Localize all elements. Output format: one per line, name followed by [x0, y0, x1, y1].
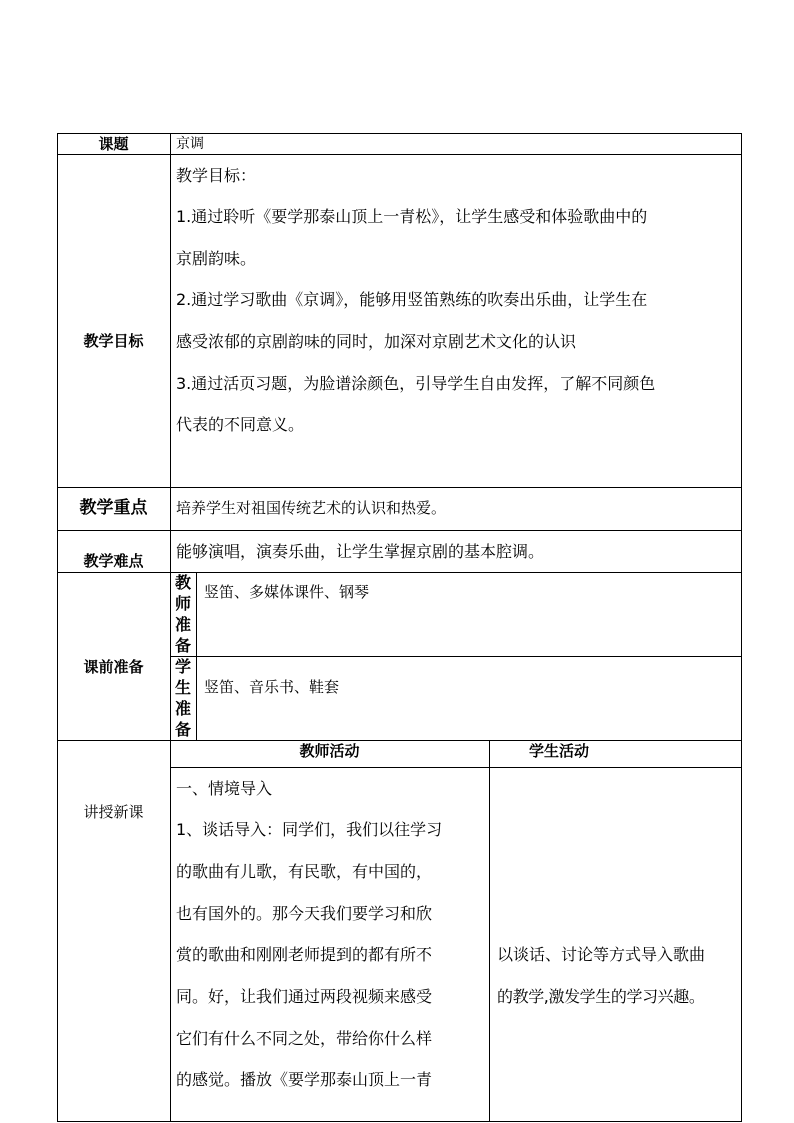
teacher-activity-line: 1、谈话导入：同学们，我们以往学习 [176, 820, 443, 839]
prep-label: 课前准备 [83, 658, 144, 676]
table-rule [170, 767, 742, 768]
goals-line: 感受浓郁的京剧韵味的同时，加深对京剧艺术文化的认识 [176, 332, 577, 351]
table-border-left [57, 133, 58, 1122]
teacher-prep-label-char: 准 [174, 615, 191, 634]
teacher-activity-line: 也有国外的。那今天我们要学习和欣 [176, 904, 433, 923]
student-activity-line: 以谈话、讨论等方式导入歌曲 [497, 945, 706, 964]
teacher-prep-label-char: 教 [174, 573, 191, 592]
table-border-bottom [57, 1121, 742, 1122]
student-prep-label-char: 学 [174, 657, 191, 676]
key-point-label: 教学重点 [79, 498, 148, 518]
table-border-top [57, 133, 742, 134]
student-prep-value: 竖笛、音乐书、鞋套 [204, 678, 340, 696]
student-activity-line: 的教学,激发学生的学习兴趣。 [497, 987, 705, 1006]
teacher-prep-label-char: 师 [174, 594, 191, 613]
student-prep-label-char: 生 [174, 678, 191, 697]
student-prep-label-char: 准 [174, 699, 191, 718]
goals-line: 3.通过活页习题，为脸谱涂颜色，引导学生自由发挥，了解不同颜色 [176, 374, 656, 393]
goals-line: 京剧韵味。 [176, 249, 257, 268]
teacher-activity-line: 的歌曲有儿歌，有民歌，有中国的， [176, 862, 433, 881]
teacher-activity-line: 的感觉。播放《要学那泰山顶上一青 [176, 1070, 433, 1089]
teacher-activity-line: 同。好，让我们通过两段视频来感受 [176, 987, 433, 1006]
table-rule [57, 572, 742, 573]
key-point-value: 培养学生对祖国传统艺术的认识和热爱。 [176, 499, 447, 517]
teacher-activity-header: 教师活动 [299, 742, 360, 760]
teacher-prep-value: 竖笛、多媒体课件、钢琴 [204, 583, 370, 601]
table-rule [57, 487, 742, 488]
student-activity-header: 学生活动 [528, 742, 589, 760]
table-rule [57, 154, 742, 155]
table-rule [170, 656, 742, 657]
table-column-divider [196, 572, 197, 740]
teacher-activity-line: 它们有什么不同之处，带给你什么样 [176, 1029, 433, 1048]
goals-line: 代表的不同意义。 [176, 415, 305, 434]
teacher-activity-line: 一、情境导入 [176, 779, 273, 798]
difficulty-label: 教学难点 [83, 552, 144, 570]
new-lesson-label: 讲授新课 [83, 803, 144, 821]
table-border-right [741, 133, 742, 1122]
goals-label: 教学目标 [83, 332, 144, 350]
teacher-activity-line: 赏的歌曲和刚刚老师提到的都有所不 [176, 945, 433, 964]
teacher-prep-label-char: 备 [174, 636, 191, 655]
student-prep-label-char: 备 [174, 720, 191, 739]
topic-label: 课题 [98, 135, 129, 153]
difficulty-value: 能够演唱，演奏乐曲，让学生掌握京剧的基本腔调。 [176, 542, 545, 561]
topic-value: 京调 [176, 136, 204, 152]
table-column-divider [489, 740, 490, 1122]
goals-line: 教学目标： [176, 166, 257, 185]
goals-line: 1.通过聆听《要学那泰山顶上一青松》，让学生感受和体验歌曲中的 [176, 207, 648, 226]
table-rule [57, 740, 742, 741]
table-rule [57, 530, 742, 531]
goals-line: 2.通过学习歌曲《京调》，能够用竖笛熟练的吹奏出乐曲，让学生在 [176, 290, 648, 309]
